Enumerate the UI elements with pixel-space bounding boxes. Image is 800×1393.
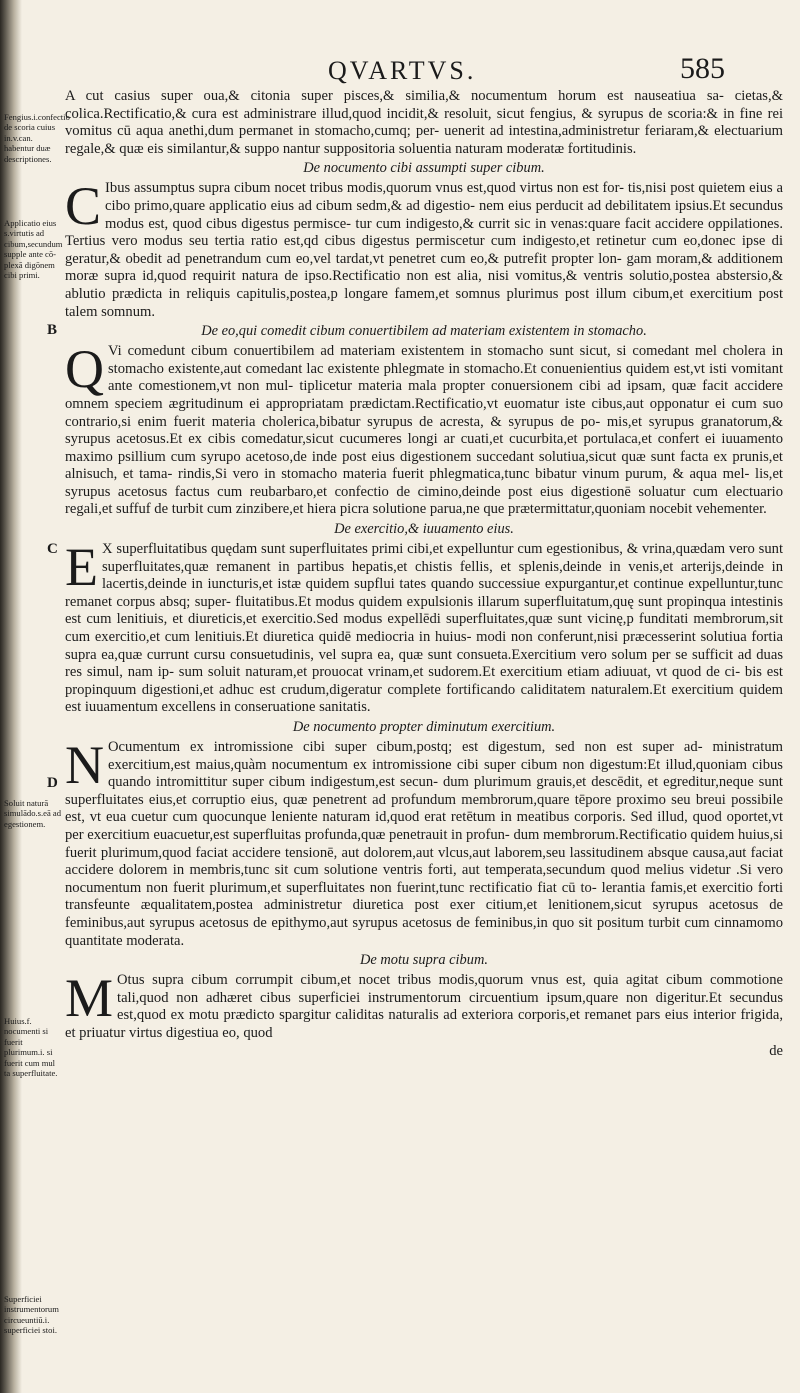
section-letter: C <box>47 541 58 558</box>
section-letter: B <box>47 322 58 339</box>
section-heading: De nocumento propter diminutum exercitium. <box>292 719 556 735</box>
section-text: Ocumentum ex intromissione cibi super cibum,postq; est digestum, sed non est super ad- ministratum exercitium,est maius,quàm nocumentum ex intromissione cibi super cibum non digestum:Et illud,quoniam cibus quando intromittitur super cibum indigestum,est secun- dum plurimum grauis,et descēdit, et egreditur,neque sunt superfluitates eius,et corruptio eius, quæ penetrent ad profundum membrorum,quare tēpore proximo seu breui possibile est, vt eua cuetur cum quocunque leniente naturam id,quod erat retētum in meatibus corporis. Sed illud, quod oportet,vt per exercitium euacuetur,est superfluitas profunda,quæ penetrauit in profun- dum membrorum.Rectificatio quidem huius,si fuerit plurimum,quod faciat accidere tensionē, aut dolorem,aut vlcus,aut laborem,seu lassitudinem absque causa,aut faciat accidere dolorem in membris,tunc sit cum solutione ventris forti, aut temperata,secundum quod melius videtur .Si vero nocumentum non fuerit plurimum,et superfluitates non fuerint,tunc rectificatio fiat cū to- lerantia famis,et exercitio forti transfeunte æqualitatem,postea administretur diuretica post exer citium,et lenitionem,sicut syrupus acetosus de feminibus,aut syrupus acetosus de epithymo,aut syrupus acetosus de feminibus,in quo sit positum turbit cum cinnamomo quantitate moderata. <box>65 739 783 949</box>
catchword: de <box>769 1042 783 1059</box>
margin-gloss-2: Applicatio eius s.virtutis ad cibum,secundum supple ante cō-plexā digōnem cibi primi. <box>4 218 63 281</box>
margin-gloss-1: Fengius.i.confectio de scoria cuius in.v.can. habentur duæ descriptiones. <box>4 112 70 164</box>
drop-capital: Q <box>65 339 104 400</box>
section-exercitium <box>47 521 783 717</box>
section-text: X superfluitatibus quędam sunt superfluitates primi cibi,et expelluntur cum egestionibus, & vrina,quædam vero sunt superfluitates,quæ remanent in partibus hepatis,et chistis fellis, et splenis,deinde in venis,et arterijs,deinde in lacertis,deinde in iuncturis,et istæ quidem supflui tates quando successiue expurgantur,et continue expelluntur,tunc remanet corpus absq; super- fluitatibus.Et modus quidem expulsionis illarum superfluitatum,quę sunt propinqua intestinis est cum lenitiuis, et diureticis,et exercitio.Sed modus expellēdi superfluitates,quæ sunt vicinę,p funditati membrorum,sit cum exercitio,et cum lenitiuis.Et diuretica quidē mediocria in huius- modi non conferunt,nisi præcesserint solutiua fortia supra ea,quæ currunt cursu consuetudinis, vel supra ea, quæ sunt consueta.Exercitium vero solum per se sufficit ad duas res simul, nam ip- sum soluit naturam,et prouocat vrinam,et sudorem.Et exercitium etiam adiuuat, vt quod de ci- bis est propinquum digestioni,et adhuc est crudum,digeratur complete fortificando caliditatem naturalem.Et exercitium quidem est iuuamentum excellens in conseruatione sanitatis. <box>65 541 783 716</box>
page-gutter-shadow <box>0 0 22 1393</box>
margin-gloss-3: Soluit naturā simulādo.s.eā ad egestionem. <box>4 798 62 829</box>
drop-capital: M <box>65 968 114 1029</box>
margin-gloss-5: Superficiei instrumentorum circueuntiū.i. superficiei stoi. <box>4 1294 59 1336</box>
section-motus-supra-cibum <box>65 952 783 1060</box>
section-text: Otus supra cibum corrumpit cibum,et nocet tribus modis,quorum vnus est, quia agitat cibum commotione tali,quod non adhæret cibus superficiei instrumentorum circuentium ipsum,quare non digeritur.Et secundus est,quod ex motu prædicto spargitur caliditas naturalis ad exteriora corporis,et remanet pars eius interior frigida, et priuatur virtus digestiua eo, quod <box>65 972 783 1041</box>
section-heading: De exercitio,& iuuamento eius. <box>334 521 514 538</box>
section-letter: D <box>47 775 58 791</box>
section-heading: De motu supra cibum. <box>360 952 488 969</box>
margin-gloss-4: Huius.f. nocumenti si fuerit plurimum.i. si fuerit cum mul ta superfluitate. <box>4 1016 58 1079</box>
section-text: Ibus assumptus supra cibum nocet tribus modis,quorum vnus est,quod virtus non est for- tis,nisi post quietem eius a cibo primo,quare applicatio eius ad cibum sedm,& ad digestio- nem eius perducit ad debilitatem ipsius.Et secundus modus est, quod cibus digestus permisce- tur cum indigesto,& currit sic in venas:quare facit accidere oppilationes. Tertius vero modus seu tertia ratio est,qd cibus digestus permiscetur cum indigesto,et retinetur cum eo,donec ipse di geratur,& obedit ad penetrandum cum eo,vel tardat,vt penetret cum eo,& putrefit propter lon- gam moram,& additionem moræ supra id,quod requirit natura de ipso.Rectificatio non est alia, nisi vomitus,& ventris solutio,postea abstersio,& ablutio prædicta in reliquis capitulis,postea,p longare famem,et somnus plurimus post illum cibum,et exercitium post talem somnum. <box>65 180 783 320</box>
section-cibus-conuertibilis <box>47 322 783 519</box>
drop-capital: E <box>65 537 98 598</box>
drop-capital: C <box>65 176 102 237</box>
main-text-column <box>47 88 783 1060</box>
section-cibus-super-cibum <box>65 160 783 321</box>
page-header <box>0 52 800 92</box>
section-text: Vi comedunt cibum conuertibilem ad materiam existentem in stomacho sunt sicut, si comedant mel cholera in stomacho existente,aut comedant lac existente phlegmate in stomacho.Et conuenientius quidem est,vt isti vomitant ante comestionem,vt non mul- tiplicetur materia mala propter conuersionem cibi ad ipsam, quæ facit accidere omnem speciem ægritudinum ei appropriatam prædictam.Rectificatio,vt euomatur iste cibus,aut opponatur ei cum suo contrario,si enim fuerit materia cholerica,bibatur syrupus de acresta, & syrupus de po- mis,et syrupus granatorum,& syrupus acetosus.Et ex cibis comedatur,sicut cucumeres longi ar cuati,et cucurbita,et portulaca,et confert ei iuuamento maximo psillium cum syrupo acetoso,de inde post eius digestionem succedant solutiua,sicut quæ sunt facta ex prunis,et alnisuch, et tama- rindis,Si vero in stomacho materia fuerit phlegmatica,tunc bibatur vinum purum, & aqua mel- lis,et syrupus acetosus factus cum reubarbaro,et confectio de cimino,deinde post eius digestionē soluatur cum electuario regali,et suffuf de turbit cum zinzibere,et hiera picra solutione parua,ne que prætermittatur,quoniam nocebit vehementer. <box>65 343 783 518</box>
section-diminutum-exercitium <box>47 719 783 950</box>
section-heading: De nocumento cibi assumpti super cibum. <box>303 160 545 177</box>
drop-capital: N <box>65 735 104 795</box>
section-heading: De eo,qui comedit cibum conuertibilem ad materiam existentem in stomacho. <box>201 323 647 340</box>
running-title: QVARTVS. <box>328 56 477 85</box>
folio-number: 585 <box>680 52 725 85</box>
intro-paragraph: A cut casius super oua,& citonia super pisces,& similia,& nocumentum horum est nauseatiua sa- cietas,& colica.Rectificatio,& cura est administrare illud,quod incidit,& resoluit, sicut fengius, & syrupus de scoria:& in fine rei vomitus cū aqua anethi,dum permanet in stomacho,cumq; per- uenerit ad intestina,administretur feriaram,& electuarium regale,& quæ eis similantur,& suppo nantur suppositoria soluentia naturam moderatæ fortitudinis. <box>65 88 783 157</box>
